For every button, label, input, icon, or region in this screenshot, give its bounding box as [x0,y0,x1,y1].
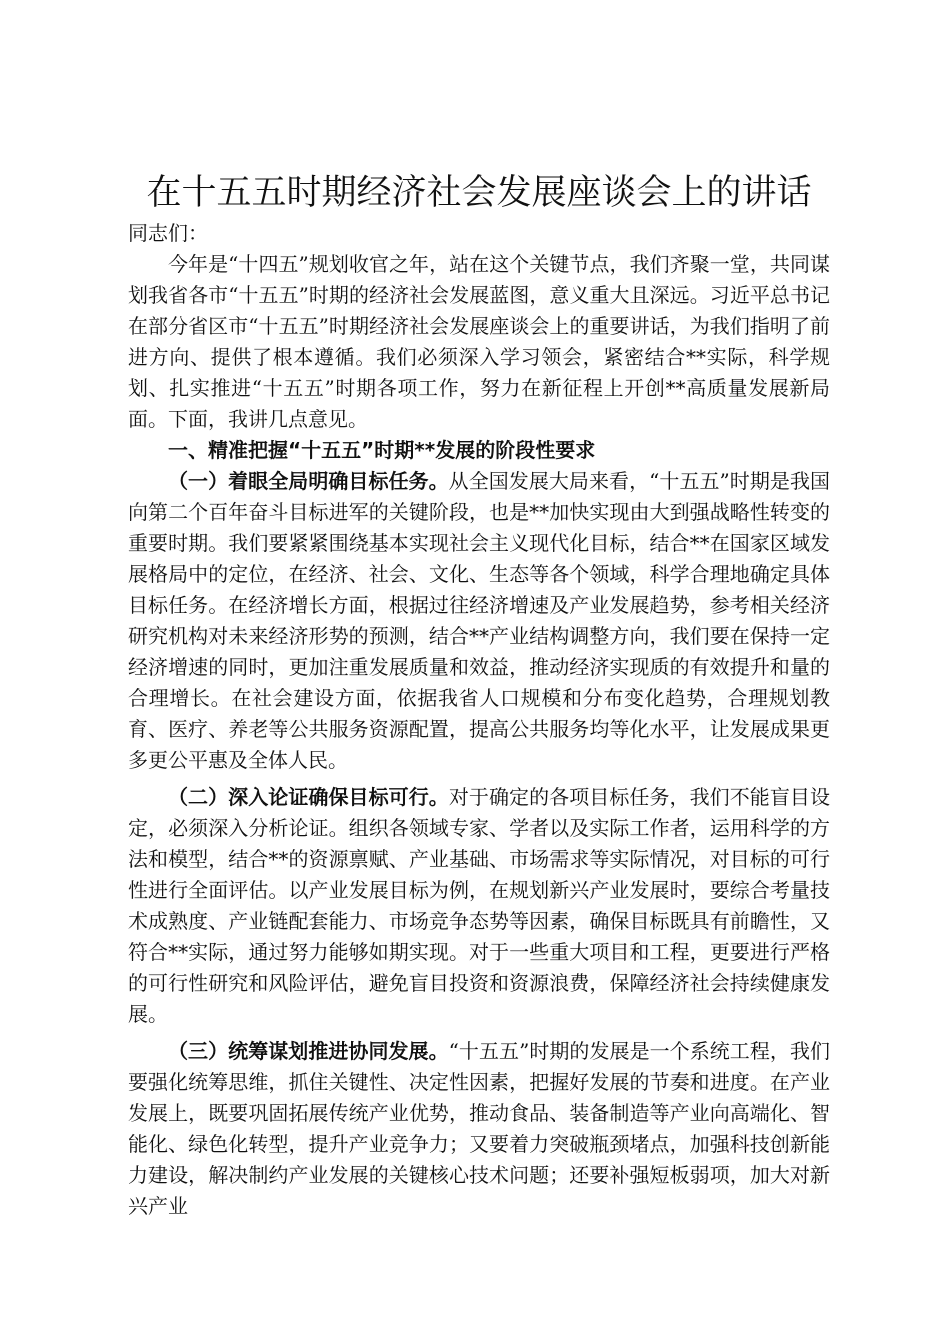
document-page [128,168,830,1222]
document-title: 在十五五时期经济社会发展座谈会上的讲话 [146,173,812,213]
subsection-lead-3: （三）统筹谋划推进协同发展。 [168,1039,449,1063]
subsection-lead-1: （一）着眼全局明确目标任务。 [168,469,449,493]
subsection-body-3: “十五五”时期的发展是一个系统工程，我们要强化统筹思维，抓住关键性、决定性因素，把握好发展的节奏和进度。在产业发展上，既要巩固拓展传统产业优势，推动食品、装备制造等产业向高端化、智能化、绿色化转型，提升产业竞争力；又要着力突破瓶颈堵点，加强科技创新能力建设，解决制约产业发展的关键核心技术问题；还要补强短板弱项，加大对新兴产业 [128,1039,830,1218]
subsection-lead-2: （二）深入论证确保目标可行。 [168,785,449,809]
salutation: 同志们： [128,221,208,245]
subsection-paragraph-1 [128,466,830,776]
section-heading-1: 一、精准把握“十五五”时期**发展的阶段性要求 [168,438,596,462]
subsection-paragraph-2 [128,782,830,1030]
subsection-body-2: 对于确定的各项目标任务，我们不能盲目设定，必须深入分析论证。组织各领域专家、学者以及实际工作者，运用科学的方法和模型，结合**的资源禀赋、产业基础、市场需求等实际情况，对目标的可行性进行全面评估。以产业发展目标为例，在规划新兴产业发展时，要综合考量技术成熟度、产业链配套能力、市场竞争态势等因素，确保目标既具有前瞻性，又符合**实际，通过努力能够如期实现。对于一些重大项目和工程，更要进行严格的可行性研究和风险评估，避免盲目投资和资源浪费，保障经济社会持续健康发展。 [128,785,830,1026]
subsection-body-1: 从全国发展大局来看，“十五五”时期是我国向第二个百年奋斗目标进军的关键阶段，也是**加快实现由大到强战略性转变的重要时期。我们要紧紧围绕基本实现社会主义现代化目标，结合**在国家区域发展格局中的定位，在经济、社会、文化、生态等各个领域，科学合理地确定具体目标任务。在经济增长方面，根据过往经济增速及产业发展趋势，参考相关经济研究机构对未来经济形势的预测，结合**产业结构调整方向，我们要在保持一定经济增速的同时，更加注重发展质量和效益，推动经济实现质的有效提升和量的合理增长。在社会建设方面，依据我省人口规模和分布变化趋势，合理规划教育、医疗、养老等公共服务资源配置，提高公共服务均等化水平，让发展成果更多更公平惠及全体人民。 [128,469,830,772]
subsection-paragraph-3 [128,1036,830,1222]
intro-paragraph: 今年是“十四五”规划收官之年，站在这个关键节点，我们齐聚一堂，共同谋划我省各市“十五五”时期的经济社会发展蓝图，意义重大且深远。习近平总书记在部分省区市“十五五”时期经济社会发展座谈会上的重要讲话，为我们指明了前进方向、提供了根本遵循。我们必须深入学习领会，紧密结合**实际，科学规划、扎实推进“十五五”时期各项工作，努力在新征程上开创**高质量发展新局面。下面，我讲几点意见。 [128,252,830,431]
